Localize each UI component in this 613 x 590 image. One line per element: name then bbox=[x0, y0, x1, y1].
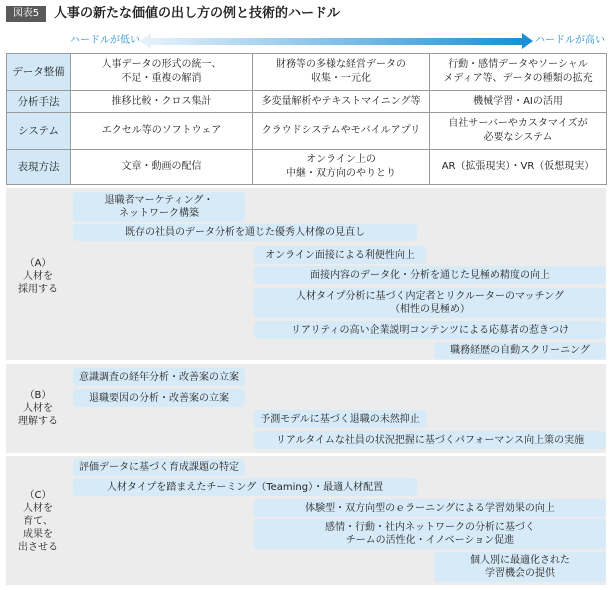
table-cell: 自社サーバーやカスタマイズが 必要なシステム bbox=[430, 113, 607, 150]
group-c-item: 感情・行動・社内ネットワークの分析に基づく チームの活性化・イノベーション促進 bbox=[254, 519, 606, 549]
table-cell: AR（拡張現実）・VR（仮想現実） bbox=[430, 150, 607, 185]
group-c-item: 個人別に最適化された 学習機会の提供 bbox=[434, 552, 606, 582]
table-cell: オンライン上の 中継・双方向のやりとり bbox=[253, 150, 430, 185]
row-header-system: システム bbox=[7, 113, 71, 150]
table-row bbox=[7, 54, 607, 91]
row-header-analysis-method: 分析手法 bbox=[7, 91, 71, 113]
group-a-recruit bbox=[6, 188, 606, 360]
group-a-item: オンライン面接による利便性向上 bbox=[254, 246, 426, 264]
group-a-item: 職務経歴の自動スクリーニング bbox=[434, 342, 606, 359]
table-cell: 機械学習・AIの活用 bbox=[430, 91, 607, 113]
group-a-item: 面接内容のデータ化・分析を通じた見極め精度の向上 bbox=[254, 266, 606, 284]
table-row bbox=[7, 91, 607, 113]
group-a-label: （A） 人材を 採用する bbox=[18, 258, 58, 295]
table-row bbox=[7, 113, 607, 150]
row-header-data-preparation: データ整備 bbox=[7, 54, 71, 91]
arrow-right-head bbox=[522, 33, 533, 49]
high-hurdle-label: ハードルが高い bbox=[535, 35, 605, 46]
group-b-item: 予測モデルに基づく退職の未然抑止 bbox=[254, 410, 426, 428]
group-c-item: 体験型・双方向型のｅラーニングによる学習効果の向上 bbox=[254, 499, 606, 517]
group-a-item: 退職者マーケティング・ ネットワーク構築 bbox=[73, 192, 245, 222]
figure-title: 人事の新たな価値の出し方の例と技術的ハードル bbox=[54, 6, 341, 21]
figure-label: 図表5 bbox=[6, 6, 46, 22]
group-a-item: リアリティの高い企業説明コンテンツによる応募者の惹きつけ bbox=[254, 321, 606, 339]
technology-hurdle-table bbox=[6, 53, 607, 185]
group-b-item: 退職要因の分析・改善案の立案 bbox=[73, 389, 245, 407]
group-a-item: 既存の社員のデータ分析を通じた優秀人材像の見直し bbox=[73, 224, 417, 241]
group-b-item: 意識調査の経年分析・改善案の立案 bbox=[73, 368, 245, 386]
table-cell: クラウドシステムやモバイルアプリ bbox=[253, 113, 430, 150]
table-cell: エクセル等のソフトウェア bbox=[71, 113, 253, 150]
group-b-item: リアルタイムな社員の状況把握に基づくパフォーマンス向上策の実施 bbox=[254, 431, 606, 449]
table-cell: 推移比較・クロス集計 bbox=[71, 91, 253, 113]
row-header-expression-method: 表現方法 bbox=[7, 150, 71, 185]
group-c-item: 評価データに基づく育成課題の特定 bbox=[73, 459, 245, 476]
table-cell: 多変量解析やテキストマイニング等 bbox=[253, 91, 430, 113]
group-b-understand bbox=[6, 364, 606, 453]
table-cell: 文章・動画の配信 bbox=[71, 150, 253, 185]
difficulty-gradient-arrow bbox=[150, 38, 522, 45]
table-cell: 人事データの形式の統一、 不足・重複の解消 bbox=[71, 54, 253, 91]
low-hurdle-label: ハードルが低い bbox=[70, 35, 140, 46]
table-cell: 行動・感情データやソーシャル メディア等、データの種類の拡充 bbox=[430, 54, 607, 91]
table-row bbox=[7, 150, 607, 185]
group-c-label: （C） 人材を 育て、 成果を 出させる bbox=[18, 490, 58, 553]
group-b-label: （B） 人材を 理解する bbox=[18, 390, 58, 427]
group-c-item: 人材タイプを踏まえたチーミング（Teaming）・最適人材配置 bbox=[73, 478, 417, 496]
table-cell: 財務等の多様な経営データの 収集・一元化 bbox=[253, 54, 430, 91]
group-c-develop bbox=[6, 456, 606, 585]
group-a-item: 人材タイプ分析に基づく内定者とリクルーターのマッチング （相性の見極め） bbox=[254, 288, 606, 318]
